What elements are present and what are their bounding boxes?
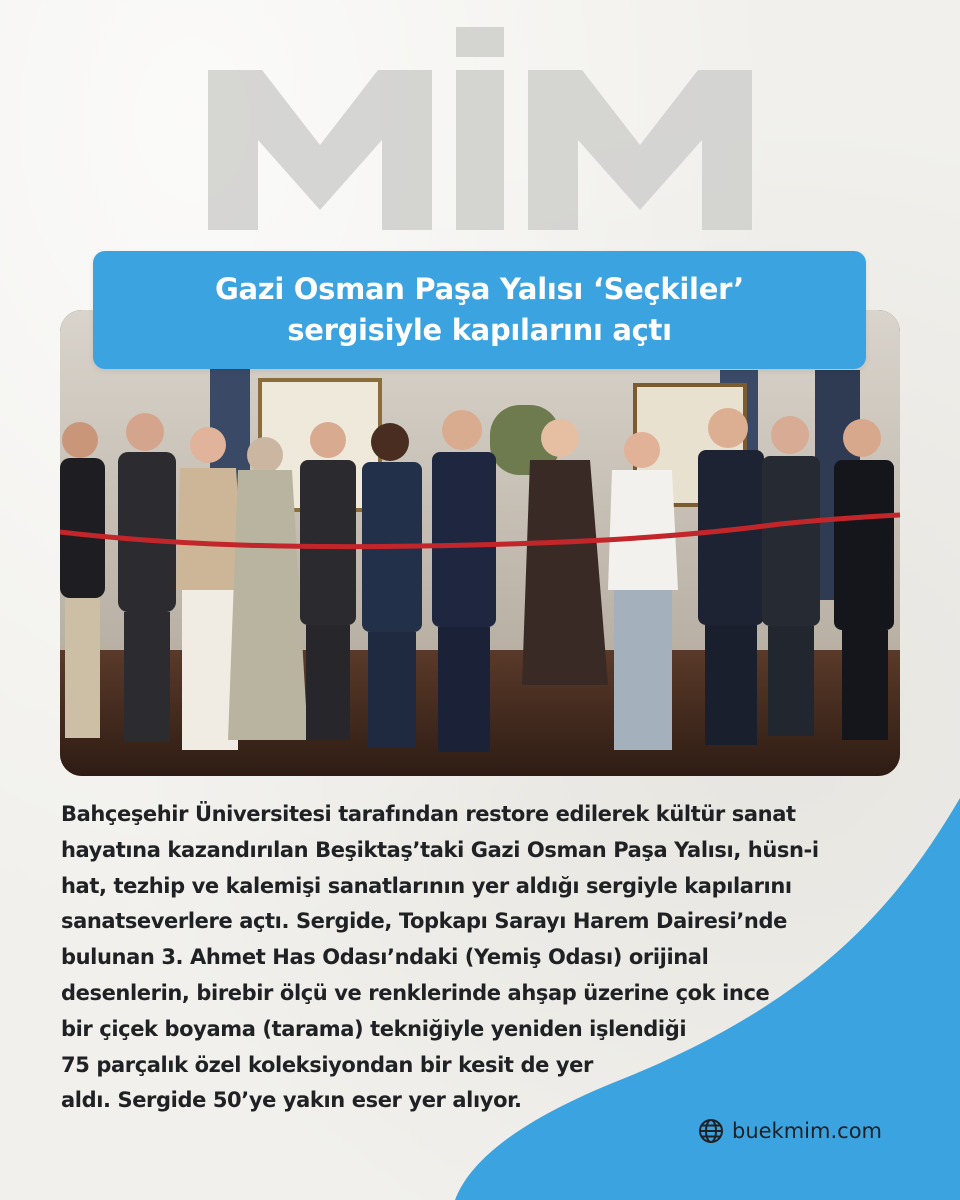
article-body — [61, 797, 881, 1119]
body-line: bir çiçek boyama (tarama) tekniğiyle yeniden işlendiği — [61, 1016, 687, 1041]
event-photo — [60, 310, 900, 776]
body-line: aldı. Sergide 50’ye yakın eser yer alıyor. — [61, 1088, 522, 1113]
body-line: hat, tezhip ve kalemişi sanatlarının yer aldığı sergiyle kapılarını — [61, 873, 792, 898]
headline-line-1: Gazi Osman Paşa Yalısı ‘Seçkiler’ — [214, 272, 745, 306]
headline-line-2: sergisiyle kapılarını açtı — [287, 313, 672, 347]
body-line: sanatseverlere açtı. Sergide, Topkapı Sarayı Harem Dairesi’nde — [61, 909, 787, 934]
ribbon-cutting-image — [60, 310, 900, 776]
body-line: 75 parçalık özel koleksiyondan bir kesit de yer — [61, 1052, 593, 1077]
body-line: Bahçeşehir Üniversitesi tarafından restore edilerek kültür sanat — [61, 802, 796, 826]
website-link[interactable] — [698, 1115, 882, 1147]
body-line: bulunan 3. Ahmet Has Odası’ndaki (Yemiş Odası) orijinal — [61, 945, 709, 970]
headline-banner — [93, 251, 866, 369]
website-label: buekmim.com — [732, 1119, 882, 1143]
globe-icon — [698, 1118, 724, 1144]
body-line: desenlerin, birebir ölçü ve renklerinde ahşap üzerine çok ince — [61, 980, 770, 1005]
body-line: hayatına kazandırılan Beşiktaş’taki Gazi Osman Paşa Yalısı, hüsn-i — [61, 837, 819, 862]
